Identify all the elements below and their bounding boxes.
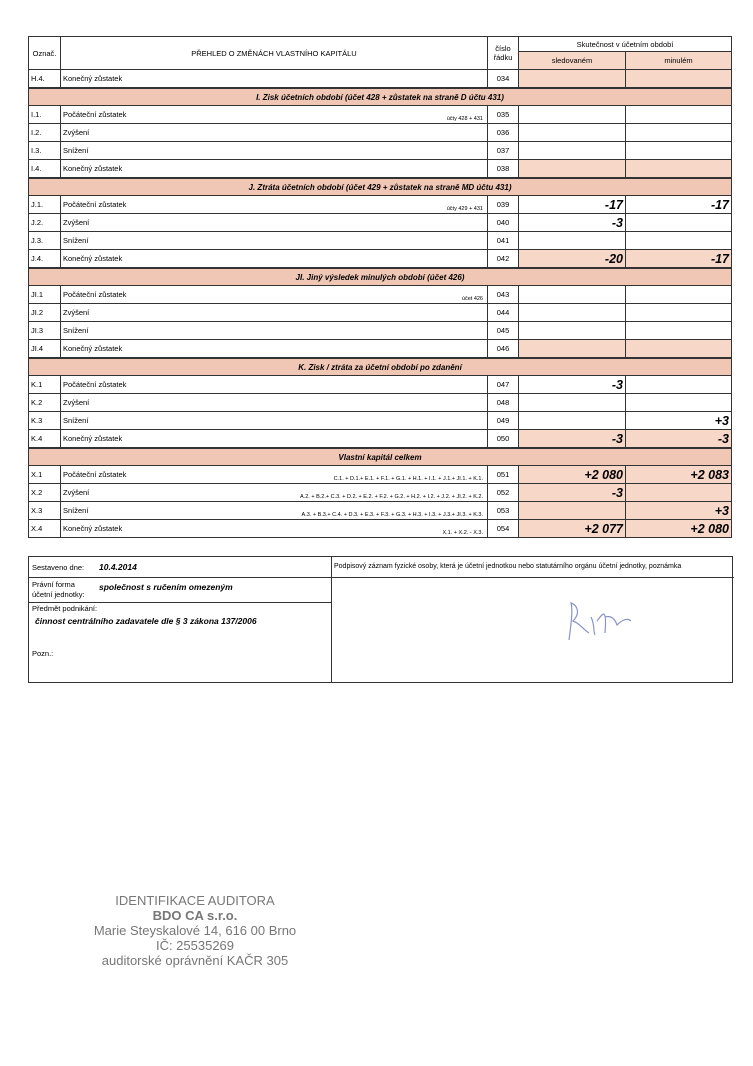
table-row xyxy=(29,430,732,449)
row-number: 044 xyxy=(488,304,519,322)
row-label: Snížení xyxy=(63,236,89,245)
table-row xyxy=(29,340,732,359)
signature-mark xyxy=(559,595,639,645)
row-previous-value: -17 xyxy=(626,196,732,214)
table-header-row xyxy=(29,37,732,52)
table-row xyxy=(29,304,732,322)
row-current-value xyxy=(519,412,626,430)
row-number: 051 xyxy=(488,466,519,484)
row-label-cell xyxy=(61,214,488,232)
row-previous-value xyxy=(626,394,732,412)
note-label: Pozn.: xyxy=(32,649,54,658)
row-label: Počáteční zůstatek xyxy=(63,470,127,479)
table-row xyxy=(29,214,732,232)
row-label-cell xyxy=(61,106,488,124)
footer-block xyxy=(28,556,733,683)
row-code: J.3. xyxy=(29,232,61,250)
table-row xyxy=(29,286,732,304)
row-current-value: -3 xyxy=(519,484,626,502)
row-label: Snížení xyxy=(63,146,89,155)
auditor-stamp-id: IČ: 25535269 xyxy=(155,938,235,953)
table-row-h4 xyxy=(29,70,732,89)
row-label: Zvýšení xyxy=(63,308,90,317)
section-header-row xyxy=(29,268,732,286)
row-code: J.2. xyxy=(29,214,61,232)
row-code: K.1 xyxy=(29,376,61,394)
row-label-cell xyxy=(61,484,488,502)
row-number: 041 xyxy=(488,232,519,250)
row-label: Konečný zůstatek xyxy=(63,524,123,533)
row-previous-value xyxy=(626,232,732,250)
row-current-value: +2 080 xyxy=(519,466,626,484)
section-title: J. Ztráta účetních období (účet 429 + zůstatek na straně MD účtu 431) xyxy=(29,178,732,196)
row-code: I.1. xyxy=(29,106,61,124)
row-previous-value xyxy=(626,484,732,502)
compiled-date-row xyxy=(29,557,331,578)
row-current-value: -17 xyxy=(519,196,626,214)
row-code: H.4. xyxy=(29,70,61,89)
row-number: 047 xyxy=(488,376,519,394)
row-code: J.1. xyxy=(29,196,61,214)
row-number: 036 xyxy=(488,124,519,142)
col-period-header: Skutečnost v účetním období xyxy=(519,37,732,52)
row-code: X.2 xyxy=(29,484,61,502)
table-row xyxy=(29,484,732,502)
row-code: X.4 xyxy=(29,520,61,538)
row-current-value: -3 xyxy=(519,376,626,394)
row-label: Zvýšení xyxy=(63,488,90,497)
table-row xyxy=(29,160,732,179)
row-label-cell xyxy=(61,412,488,430)
row-label: Snížení xyxy=(63,326,89,335)
footer-left xyxy=(29,557,332,682)
row-number: 043 xyxy=(488,286,519,304)
row-current-value: -3 xyxy=(519,214,626,232)
row-formula-note: účty 428 + 431 xyxy=(446,116,483,122)
row-previous-value: -3 xyxy=(626,430,732,449)
row-previous-value xyxy=(626,160,732,179)
row-label: Konečný zůstatek xyxy=(63,344,123,353)
row-current-value: -3 xyxy=(519,430,626,449)
row-number: 049 xyxy=(488,412,519,430)
col-title-header: PŘEHLED O ZMĚNÁCH VLASTNÍHO KAPITÁLU xyxy=(61,37,488,70)
row-label: Počáteční zůstatek xyxy=(63,380,127,389)
section-header-row xyxy=(29,178,732,196)
row-number: 048 xyxy=(488,394,519,412)
legal-form-value: společnost s ručením omezeným xyxy=(99,582,233,592)
row-label-cell xyxy=(61,466,488,484)
table-row xyxy=(29,376,732,394)
row-label: Zvýšení xyxy=(63,128,90,137)
row-current-value xyxy=(519,286,626,304)
row-current-value xyxy=(519,340,626,359)
row-number: 039 xyxy=(488,196,519,214)
legal-form-label-line1: Právní forma xyxy=(32,580,75,589)
row-number: 040 xyxy=(488,214,519,232)
row-formula-note: X.1. + X.2. - X.3. xyxy=(442,530,483,536)
row-label-cell xyxy=(61,376,488,394)
auditor-stamp-address: Marie Steyskalové 14, 616 00 Brno xyxy=(93,923,297,938)
row-code: X.3 xyxy=(29,502,61,520)
table-row xyxy=(29,106,732,124)
legal-form-label xyxy=(32,580,85,600)
row-label-cell xyxy=(61,124,488,142)
row-number: 050 xyxy=(488,430,519,449)
row-previous-value: +2 083 xyxy=(626,466,732,484)
auditor-stamp-title: IDENTIFIKACE AUDITORA xyxy=(115,893,275,908)
row-label: Zvýšení xyxy=(63,398,90,407)
row-label: Konečný zůstatek xyxy=(63,434,123,443)
row-previous-value: +3 xyxy=(626,412,732,430)
row-number: 054 xyxy=(488,520,519,538)
row-number: 035 xyxy=(488,106,519,124)
row-label: Počáteční zůstatek xyxy=(63,290,127,299)
business-value: činnost centrálního zadavatele dle § 3 zákona 137/2006 xyxy=(35,616,257,626)
section-title: K. Zisk / ztráta za účetní období po zdanění xyxy=(29,358,732,376)
table-row xyxy=(29,250,732,269)
section-title: JI. Jiný výsledek minulých období (účet 426) xyxy=(29,268,732,286)
row-label-cell xyxy=(61,340,488,359)
row-previous-value xyxy=(626,286,732,304)
row-code: I.2. xyxy=(29,124,61,142)
col-row-number-line2: řádku xyxy=(493,53,513,62)
row-label-cell xyxy=(61,394,488,412)
row-current-value xyxy=(519,70,626,89)
row-label-cell xyxy=(61,232,488,250)
signature-header: Podpisový záznam fyzické osoby, která je účetní jednotkou nebo statutárního orgánu účetní jednotky, poznámka xyxy=(332,557,734,578)
row-code: K.2 xyxy=(29,394,61,412)
row-number: 052 xyxy=(488,484,519,502)
row-label: Konečný zůstatek xyxy=(61,70,488,89)
table-row xyxy=(29,394,732,412)
row-current-value xyxy=(519,106,626,124)
row-current-value xyxy=(519,232,626,250)
row-label-cell xyxy=(61,430,488,449)
row-code: J.4. xyxy=(29,250,61,269)
row-label-cell xyxy=(61,304,488,322)
equity-changes-table xyxy=(28,36,732,538)
row-label-cell xyxy=(61,520,488,538)
table-row xyxy=(29,412,732,430)
row-previous-value xyxy=(626,304,732,322)
table-row xyxy=(29,466,732,484)
table-row xyxy=(29,142,732,160)
row-previous-value xyxy=(626,124,732,142)
row-label-cell xyxy=(61,160,488,179)
row-number: 038 xyxy=(488,160,519,179)
row-label: Snížení xyxy=(63,416,89,425)
row-formula-note: účet 426 xyxy=(461,296,483,302)
row-current-value xyxy=(519,394,626,412)
auditor-stamp-company: BDO CA s.r.o. xyxy=(152,908,238,923)
row-code: I.3. xyxy=(29,142,61,160)
row-current-value xyxy=(519,502,626,520)
row-previous-value: +2 080 xyxy=(626,520,732,538)
row-current-value xyxy=(519,124,626,142)
row-previous-value xyxy=(626,106,732,124)
row-previous-value: +3 xyxy=(626,502,732,520)
row-current-value xyxy=(519,322,626,340)
table-row xyxy=(29,124,732,142)
row-current-value xyxy=(519,160,626,179)
table-row xyxy=(29,520,732,538)
row-current-value xyxy=(519,142,626,160)
auditor-stamp-license: auditorské oprávnění KAČR 305 xyxy=(101,953,289,968)
row-formula-note: účty 429 + 431 xyxy=(446,206,483,212)
business-label: Předmět podnikání: xyxy=(32,604,98,613)
row-code: K.4 xyxy=(29,430,61,449)
row-formula-note: C.1. + D.1.+ E.1. + F.1. + G.1. + H.1. + I.1. + J.1.+ JI.1. + K.1. xyxy=(333,476,483,482)
row-formula-note: A.3. + B.3.+ C.4. + D.3. + E.3. + F.3. + G.3. + H.3. + I.3. + J.3.+ JI.3. + K.3. xyxy=(301,512,483,518)
section-header-row xyxy=(29,448,732,466)
compiled-date-label: Sestaveno dne: xyxy=(32,563,85,572)
row-label-cell xyxy=(61,142,488,160)
section-header-row xyxy=(29,358,732,376)
table-row xyxy=(29,232,732,250)
compiled-date-value: 10.4.2014 xyxy=(99,562,137,572)
table-row xyxy=(29,196,732,214)
row-label: Zvýšení xyxy=(63,218,90,227)
row-code: I.4. xyxy=(29,160,61,179)
section-header-row xyxy=(29,88,732,106)
row-label: Konečný zůstatek xyxy=(63,254,123,263)
signature-stroke xyxy=(569,603,631,640)
legal-form-label-line2: účetní jednotky: xyxy=(32,590,85,599)
section-title: Vlastní kapitál celkem xyxy=(29,448,732,466)
row-previous-value xyxy=(626,142,732,160)
row-code: JI.1 xyxy=(29,286,61,304)
row-number: 046 xyxy=(488,340,519,359)
col-current-header: sledovaném xyxy=(519,52,626,70)
col-code-header: Označ. xyxy=(29,37,61,70)
row-current-value xyxy=(519,304,626,322)
auditor-stamp xyxy=(80,893,310,968)
row-label-cell xyxy=(61,286,488,304)
row-number: 053 xyxy=(488,502,519,520)
table-row xyxy=(29,502,732,520)
row-previous-value: -17 xyxy=(626,250,732,269)
row-label-cell xyxy=(61,250,488,269)
row-current-value: +2 077 xyxy=(519,520,626,538)
row-label: Snížení xyxy=(63,506,89,515)
row-number: 037 xyxy=(488,142,519,160)
col-row-number-header xyxy=(488,37,519,70)
row-previous-value xyxy=(626,376,732,394)
row-label: Počáteční zůstatek xyxy=(63,110,127,119)
row-label: Počáteční zůstatek xyxy=(63,200,127,209)
row-code: JI.2 xyxy=(29,304,61,322)
row-code: JI.3 xyxy=(29,322,61,340)
row-number: 034 xyxy=(488,70,519,89)
row-label: Konečný zůstatek xyxy=(63,164,123,173)
row-formula-note: A.2. + B.2.+ C.3. + D.2. + E.2. + F.2. + G.2. + H.2. + I.2. + J.2. + JI.2. + K.2. xyxy=(300,494,483,500)
row-previous-value xyxy=(626,322,732,340)
equity-changes-sheet xyxy=(28,36,731,538)
row-previous-value xyxy=(626,214,732,232)
legal-form-row xyxy=(29,578,331,603)
row-code: JI.4 xyxy=(29,340,61,359)
row-label-cell xyxy=(61,196,488,214)
col-row-number-line1: číslo xyxy=(495,44,511,53)
row-code: K.3 xyxy=(29,412,61,430)
col-previous-header: minulém xyxy=(626,52,732,70)
row-number: 042 xyxy=(488,250,519,269)
row-label-cell xyxy=(61,322,488,340)
row-previous-value xyxy=(626,340,732,359)
section-title: I. Zisk účetních období (účet 428 + zůstatek na straně D účtu 431) xyxy=(29,88,732,106)
row-previous-value xyxy=(626,70,732,89)
row-current-value: -20 xyxy=(519,250,626,269)
row-label-cell xyxy=(61,502,488,520)
table-row xyxy=(29,322,732,340)
row-code: X.1 xyxy=(29,466,61,484)
row-number: 045 xyxy=(488,322,519,340)
